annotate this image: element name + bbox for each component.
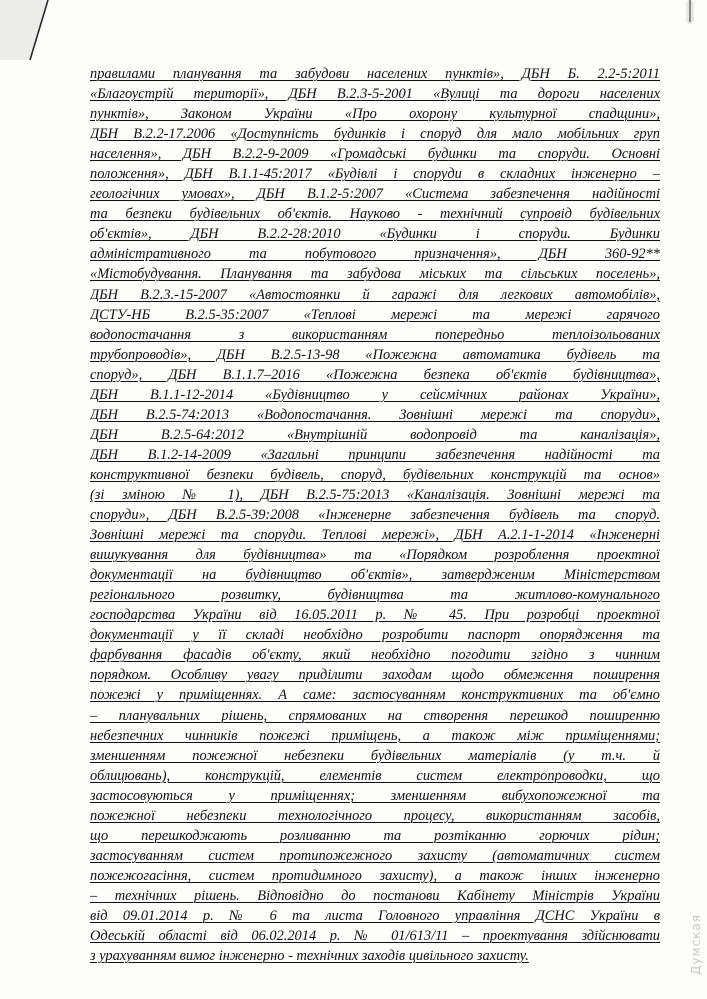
text-line: геологічних умовах», ДБН В.1.2-5:2007 «Система забезпечення надійності [90,186,660,203]
text-line: ДСТУ-НБ В.2.5-35:2007 «Теплові мережі та мережі гарячого [90,306,660,323]
text-line: об'єктів», ДБН В.2.2-28:2010 «Будинки і споруди. Будинки [90,226,660,243]
text-line: ДБН В.2.3.-15-2007 «Автостоянки й гаражі для легкових автомобілів», [90,286,660,303]
text-line: «Містобудування. Планування та забудова міських та сільських поселень», [90,266,660,283]
text-line: адміністративного та побутового призначення», ДБН 360-92** [90,246,660,263]
paper-fold-mark-icon [0,0,60,60]
text-line: споруд», ДБН В.1.1.7–2016 «Пожежна безпека об'єктів будівництва», [90,366,660,383]
text-line: ДБН В.2.2-17.2006 «Доступність будинків і споруд для мало мобільних груп [90,126,660,143]
text-line: ДБН В.1.2-14-2009 «Загальні принципи забезпечення надійності та [90,446,660,463]
text-line: фарбування фасадів об'єкту, який необхідно погодити згідно з чинним [90,647,660,664]
text-line: водопостачання з використанням попередньо теплоізольованих [90,326,660,343]
watermark-text: Думская [689,914,703,975]
text-line: пожежогасіння, систем протидимного захисту), а також інших інженерно [90,867,660,884]
text-line: трубопроводів», ДБН В.2.5-13-98 «Пожежна автоматика будівель та [90,346,660,363]
text-line: зменшенням пожежної небезпеки будівельних матеріалів (у т.ч. й [90,747,660,764]
text-line: ДБН В.1.1-12-2014 «Будівництво у сейсмічних районах України», [90,386,660,403]
text-line: ДБН В.2.5-64:2012 «Внутрішній водопровід та каналізація», [90,426,660,443]
text-line: з урахуванням вимог інженерно - технічних заходів цивільного захисту. [90,948,529,965]
text-line: що перешкоджають розливанню та розтіканню горючих рідин; [90,827,660,844]
text-line: пожежної небезпеки технологічного процесу, використанням засобів, [90,807,660,824]
text-line: (зі зміною № 1), ДБН В.2.5-75:2013 «Каналізація. Зовнішні мережі та [90,486,660,503]
text-line: від 09.01.2014 р. № 6 та листа Головного управління ДСНС України в [90,907,660,924]
text-line: небезпечних чинників пожежі приміщень, а також між приміщеннями; [90,727,660,744]
text-line: господарства України від 16.05.2011 р. № 45. При розробці проектної [90,607,660,624]
text-line: пожежі у приміщеннях. А саме: застосуванням конструктивних та об'ємно [90,687,660,704]
document-body-text [90,64,660,966]
text-line: конструктивної безпеки будівель, споруд, будівельних конструкцій та основ» [90,466,660,483]
text-line: Зовнішні мережі та споруди. Теплові мережі», ДБН А.2.1-1-2014 «Інженерні [90,527,660,544]
text-line: пунктів», Законом України «Про охорону культурної спадщини», [90,106,660,123]
text-line: вишукування для будівництва» та «Порядком розроблення проектної [90,547,660,564]
text-line: документації на будівництво об'єктів», затвердженим Міністерством [90,567,660,584]
text-line: застосовуються у приміщеннях; зменшенням вибухопожежної та [90,787,660,804]
text-line: ДБН В.2.5-74:2013 «Водопостачання. Зовнішні мережі та споруди», [90,406,660,423]
text-line: Одеській області від 06.02.2014 р. № 01/613/11 – проектування здійснювати [90,928,660,945]
text-line: документації у її складі необхідно розробити паспорт опорядження та [90,627,660,644]
text-line: – планувальних рішень, спрямованих на створення перешкод поширенню [90,707,660,724]
binder-hole-icon [683,0,697,30]
text-line: порядком. Особливу увагу приділити заходам щодо обмеження поширення [90,667,660,684]
text-line: положення», ДБН В.1.1-45:2017 «Будівлі і споруди в складних інженерно – [90,166,660,183]
text-line: облицювань), конструкцій, елементів систем електропроводки, що [90,767,660,784]
text-line: – технічних рішень. Відповідно до постанови Кабінету Міністрів України [90,887,660,904]
text-line: регіонального розвитку, будівництва та житлово-комунального [90,587,660,604]
text-line: «Благоустрій території», ДБН В.2.3-5-2001 «Вулиці та дороги населених [90,86,660,103]
text-line: населення», ДБН В.2.2-9-2009 «Громадські будинки та споруди. Основні [90,146,660,163]
text-line: застосуванням систем протипожежного захисту (автоматичних систем [90,847,660,864]
text-line: правилами планування та забудови населених пунктів», ДБН Б. 2.2-5:2011 [90,66,660,82]
text-line: споруди», ДБН В.2.5-39:2008 «Інженерне забезпечення будівель та споруд. [90,507,660,524]
text-line: та безпеки будівельних об'єктів. Науково - технічний супровід будівельних [90,206,660,223]
